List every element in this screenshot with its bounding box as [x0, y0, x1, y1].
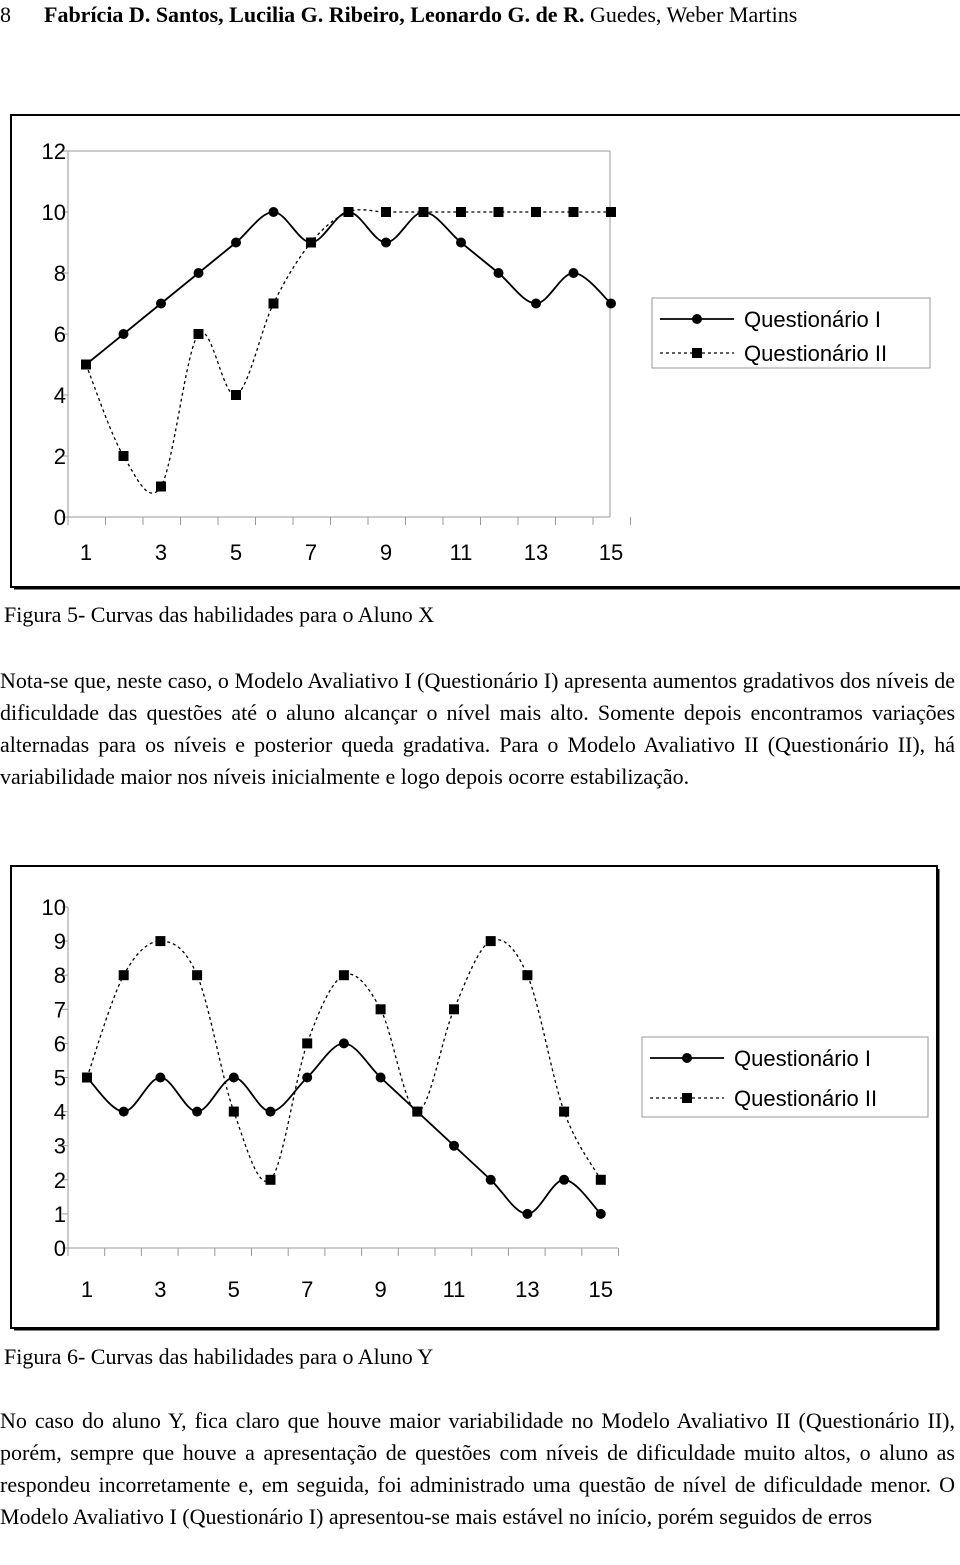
fig5-x-tick-label: 7 [304, 540, 318, 565]
fig5-point-2 [531, 207, 541, 217]
fig6-point-1 [119, 1107, 129, 1117]
fig6-point-1 [596, 1209, 606, 1219]
fig6-point-2 [266, 1175, 276, 1185]
fig5-y-tick-label: 8 [53, 261, 66, 286]
fig6-point-1 [559, 1175, 569, 1185]
fig6-point-1 [522, 1209, 532, 1219]
fig5-point-1 [119, 329, 129, 339]
page-header [0, 2, 797, 28]
fig6-y-tick-label: 0 [53, 1236, 66, 1261]
fig6-point-2 [559, 1107, 569, 1117]
fig5-point-2 [569, 207, 579, 217]
fig5-point-2 [606, 207, 616, 217]
fig6-y-tick-label: 5 [53, 1065, 66, 1091]
figure-6-chart [10, 865, 940, 1331]
fig5-legend-label-1: Questionário I [744, 307, 881, 332]
fig6-x-tick-label: 13 [515, 1277, 540, 1302]
fig5-point-1 [569, 268, 579, 278]
page-number: 8 [0, 2, 11, 27]
fig6-point-1 [302, 1073, 312, 1083]
fig5-y-tick-label: 4 [53, 383, 66, 408]
fig5-x-tick-label: 13 [523, 540, 549, 565]
fig6-point-2 [155, 936, 165, 946]
fig5-point-1 [194, 268, 204, 278]
fig5-y-tick-label: 6 [53, 322, 66, 347]
fig6-point-2 [192, 970, 202, 980]
fig5-point-2 [456, 207, 466, 217]
fig5-legend-marker-2 [692, 348, 702, 358]
fig5-point-2 [494, 207, 504, 217]
fig5-point-2 [306, 238, 316, 248]
fig5-legend-marker-1 [692, 314, 702, 324]
fig5-point-2 [344, 207, 354, 217]
fig6-x-tick-label: 5 [227, 1277, 240, 1302]
fig6-legend-label-1: Questionário I [734, 1046, 871, 1071]
figure-6-caption: Figura 6- Curvas das habilidades para o Aluno Y [4, 1344, 434, 1369]
fig6-point-1 [339, 1038, 349, 1048]
fig5-point-1 [231, 238, 241, 248]
authors-bold: Fabrícia D. Santos, Lucilia G. Ribeiro, Leonardo G. de R. [44, 2, 585, 27]
fig6-point-1 [266, 1107, 276, 1117]
fig5-y-tick-label: 12 [41, 139, 66, 164]
fig6-x-tick-label: 9 [374, 1277, 387, 1302]
fig6-x-tick-label: 1 [80, 1277, 94, 1302]
fig5-point-2 [231, 390, 241, 400]
fig6-point-2 [522, 970, 532, 980]
fig5-y-tick-label: 0 [53, 505, 66, 530]
paragraph-1: Nota-se que, neste caso, o Modelo Avaliativo I (Questionário I) apresenta aumentos gradativos dos níveis de dificuldade das questões até o aluno alcançar o nível mais alto. Somente depois encontramos variações alternadas para os níveis e posterior queda gradativa. Para o Modelo Avaliativo II (Questionário II), há variabilidade maior nos níveis inicialmente e logo depois ocorre estabilização. [0, 668, 955, 789]
fig6-point-1 [192, 1107, 202, 1117]
fig6-point-2 [449, 1004, 459, 1014]
fig6-point-2 [229, 1107, 239, 1117]
fig6-point-1 [486, 1175, 496, 1185]
fig5-point-2 [269, 299, 279, 309]
fig5-x-tick-label: 9 [379, 540, 393, 565]
fig5-x-tick-label: 15 [598, 540, 624, 565]
fig6-point-2 [596, 1175, 606, 1185]
fig5-x-tick-label: 11 [449, 540, 473, 565]
fig6-point-1 [155, 1073, 165, 1083]
fig5-point-2 [381, 207, 391, 217]
fig6-y-tick-label: 8 [53, 963, 66, 989]
fig6-point-2 [486, 936, 496, 946]
fig6-point-1 [229, 1073, 239, 1083]
fig6-y-tick-label: 4 [53, 1099, 66, 1125]
fig5-point-1 [494, 268, 504, 278]
fig6-legend-label-2: Questionário II [734, 1086, 878, 1111]
fig5-y-tick-label: 2 [53, 444, 66, 469]
fig6-x-tick-label: 11 [442, 1277, 466, 1302]
fig6-legend-marker-1 [682, 1053, 692, 1063]
authors-rest: Guedes, Weber Martins [589, 2, 798, 27]
fig6-y-tick-label: 6 [53, 1031, 66, 1057]
fig6-x-tick-label: 7 [301, 1277, 314, 1302]
fig6-x-tick-label: 3 [154, 1277, 167, 1302]
fig6-y-tick-label: 1 [53, 1201, 66, 1227]
fig6-point-2 [376, 1004, 386, 1014]
fig6-point-2 [302, 1038, 312, 1048]
fig5-point-1 [456, 238, 466, 248]
fig5-x-tick-label: 5 [229, 540, 243, 565]
fig6-y-tick-label: 9 [53, 929, 66, 955]
fig6-y-tick-label: 7 [53, 997, 66, 1023]
figure-5-chart [10, 114, 960, 590]
fig6-point-2 [412, 1107, 422, 1117]
fig5-point-1 [156, 299, 166, 309]
fig5-point-1 [606, 299, 616, 309]
fig5-point-1 [381, 238, 391, 248]
fig5-point-2 [194, 329, 204, 339]
fig5-point-1 [269, 207, 279, 217]
fig5-point-2 [419, 207, 429, 217]
fig6-y-tick-label: 2 [53, 1167, 66, 1193]
fig6-legend-marker-2 [682, 1093, 692, 1103]
fig6-y-tick-label: 3 [53, 1133, 66, 1159]
fig6-point-1 [449, 1141, 459, 1151]
figure-5-caption: Figura 5- Curvas das habilidades para o Aluno X [4, 602, 435, 627]
fig5-x-tick-label: 1 [79, 540, 93, 565]
fig5-point-1 [531, 299, 541, 309]
fig5-point-2 [81, 360, 91, 370]
fig5-y-tick-label: 10 [41, 200, 66, 225]
paragraph-2: No caso do aluno Y, fica claro que houve maior variabilidade no Modelo Avaliativo II (Questionário II), porém, sempre que houve a apresentação de questões com níveis de dificuldade muito altos, o aluno as respondeu incorretamente e, em seguida, foi administrado uma questão de nível de dificuldade menor. O Modelo Avaliativo I (Questionário I) apresentou-se mais estável no início, porém seguidos de erros [0, 1408, 955, 1529]
fig6-point-2 [119, 970, 129, 980]
fig6-point-2 [339, 970, 349, 980]
fig5-legend-label-2: Questionário II [744, 341, 888, 366]
fig6-y-tick-label: 10 [41, 895, 66, 920]
fig6-point-2 [82, 1073, 92, 1083]
fig5-point-2 [156, 482, 166, 492]
fig6-x-tick-label: 15 [588, 1277, 614, 1302]
fig5-point-2 [119, 451, 129, 461]
fig6-point-1 [376, 1073, 386, 1083]
fig5-x-tick-label: 3 [154, 540, 168, 565]
